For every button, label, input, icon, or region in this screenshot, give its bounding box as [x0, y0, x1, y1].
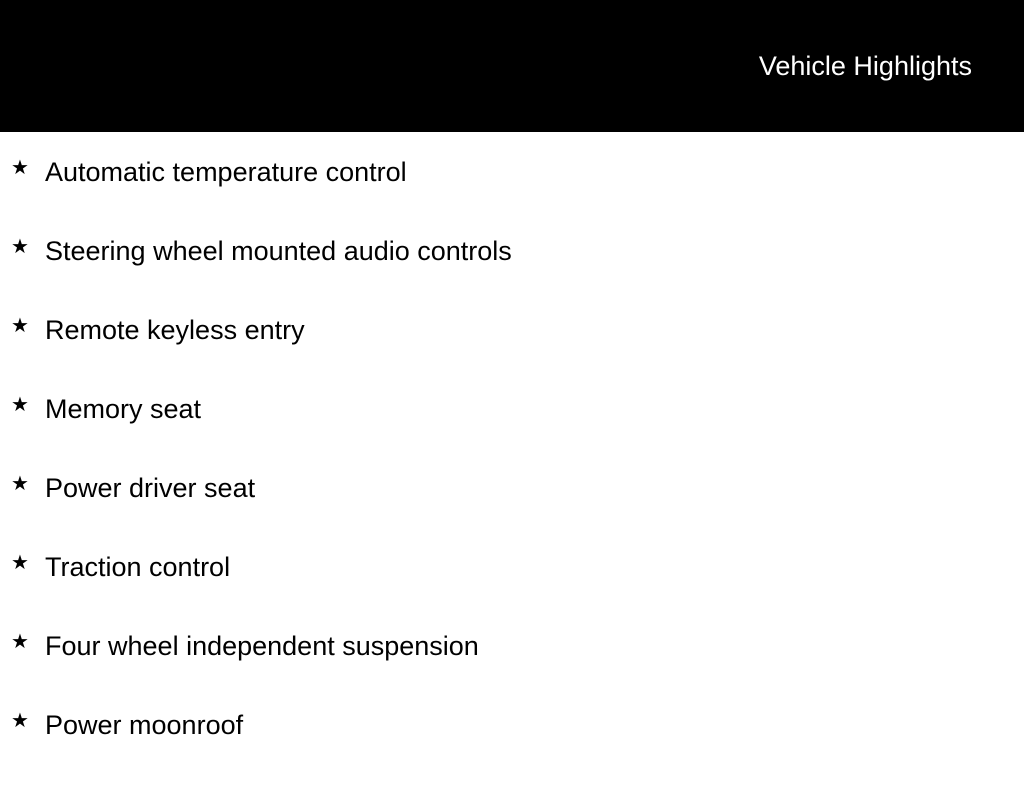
feature-label: Traction control: [45, 552, 231, 582]
list-item: [0, 627, 1024, 706]
list-item: [0, 548, 1024, 627]
star-icon: ★: [11, 157, 29, 179]
list-item: [0, 153, 1024, 232]
feature-label: Four wheel independent suspension: [45, 631, 479, 661]
star-icon: ★: [11, 552, 29, 574]
star-icon: ★: [11, 473, 29, 495]
feature-label: Steering wheel mounted audio controls: [45, 236, 512, 266]
feature-label: Power moonroof: [45, 710, 244, 740]
feature-label: Automatic temperature control: [45, 157, 407, 187]
star-icon: ★: [11, 631, 29, 653]
list-item: [0, 311, 1024, 390]
page-title: Vehicle Highlights: [758, 51, 972, 81]
star-icon: ★: [11, 710, 29, 732]
star-icon: ★: [11, 315, 29, 337]
feature-list: [0, 153, 1024, 785]
star-icon: ★: [11, 236, 29, 258]
list-item: [0, 469, 1024, 548]
list-item: [0, 232, 1024, 311]
star-icon: ★: [11, 394, 29, 416]
feature-label: Power driver seat: [45, 473, 256, 503]
list-item: [0, 390, 1024, 469]
header-bar: [0, 0, 1024, 132]
feature-label: Memory seat: [45, 394, 202, 424]
list-item: [0, 706, 1024, 785]
feature-label: Remote keyless entry: [45, 315, 305, 345]
